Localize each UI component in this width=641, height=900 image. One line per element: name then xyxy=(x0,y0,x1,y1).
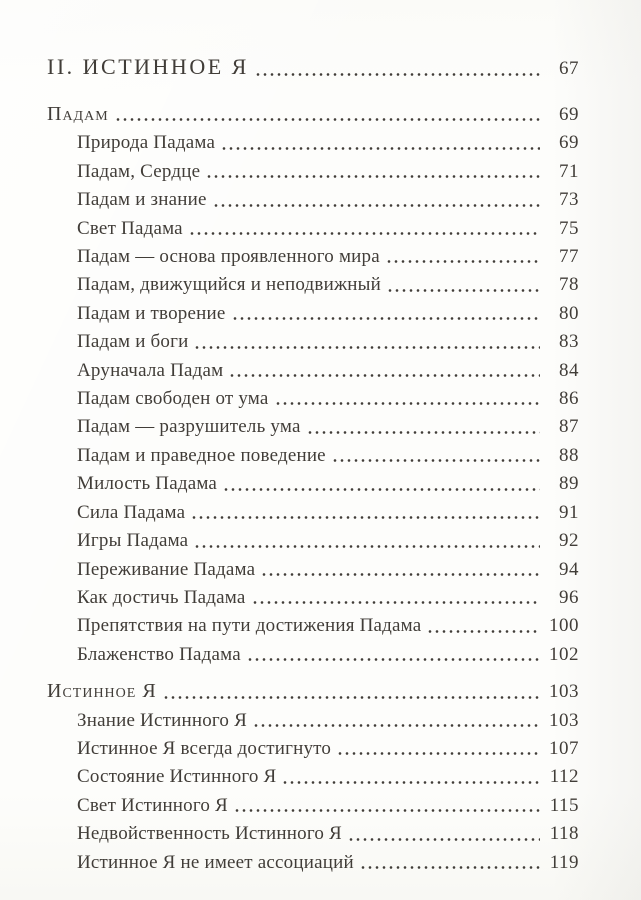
dotted-leader xyxy=(276,401,540,406)
entry-title: Знание Истинного Я xyxy=(77,709,247,731)
dotted-leader xyxy=(248,657,540,662)
toc-entry xyxy=(47,527,579,555)
toc-entry xyxy=(47,499,579,527)
entry-title: Падам и творение xyxy=(77,302,226,324)
entry-page-number: 102 xyxy=(549,643,579,665)
entry-title: Падам и боги xyxy=(77,331,189,353)
toc-entry xyxy=(47,413,579,441)
toc-entry xyxy=(47,385,579,413)
chapter-heading-row xyxy=(47,50,579,86)
toc-entry xyxy=(47,556,579,584)
entry-title: Падам свободен от ума xyxy=(77,388,269,410)
section-heading-row xyxy=(47,677,579,706)
toc-entry xyxy=(47,271,579,299)
dotted-leader xyxy=(235,808,540,813)
dotted-leader xyxy=(387,259,540,264)
section-entries xyxy=(47,129,579,669)
entry-page-number: 71 xyxy=(559,160,579,182)
entry-page-number: 88 xyxy=(559,444,579,466)
entry-page-number: 78 xyxy=(559,274,579,296)
dotted-leader xyxy=(230,373,540,378)
entry-title: Состояние Истинного Я xyxy=(77,766,277,788)
entry-page-number: 69 xyxy=(559,132,579,154)
toc-body xyxy=(47,100,579,877)
entry-page-number: 118 xyxy=(549,823,579,845)
toc-entry xyxy=(47,442,579,470)
toc-entry xyxy=(47,735,579,763)
entry-title: Истинное Я не имеет ассоциаций xyxy=(77,851,354,873)
dotted-leader xyxy=(338,751,540,756)
dotted-leader xyxy=(164,695,540,700)
entry-title: Препятствия на пути достижения Падама xyxy=(77,615,422,637)
dotted-leader xyxy=(195,345,540,350)
entry-title: Как достичь Падама xyxy=(77,586,246,608)
dotted-leader xyxy=(192,515,540,520)
entry-title: Истинное Я всегда достигнуто xyxy=(77,737,332,759)
toc-entry xyxy=(47,158,579,186)
toc-entry xyxy=(47,129,579,157)
toc-entry xyxy=(47,849,579,877)
entry-title: Милость Падама xyxy=(77,473,218,495)
toc-entry xyxy=(47,641,579,669)
chapter-title: II. ИСТИННОЕ Я xyxy=(47,54,249,79)
entry-page-number: 73 xyxy=(559,189,579,211)
entry-page-number: 107 xyxy=(549,737,579,759)
toc-entry xyxy=(47,707,579,735)
entry-page-number: 89 xyxy=(559,473,579,495)
toc-section xyxy=(47,100,579,669)
toc-entry xyxy=(47,584,579,612)
section-heading-row xyxy=(47,100,579,129)
entry-page-number: 86 xyxy=(559,388,579,410)
entry-title: Падам, движущийся и неподвижный xyxy=(77,274,381,296)
entry-page-number: 87 xyxy=(559,416,579,438)
dotted-leader xyxy=(428,629,540,634)
toc-entry xyxy=(47,215,579,243)
toc-entry xyxy=(47,328,579,356)
entry-title: Игры Падама xyxy=(77,530,189,552)
entry-title: Свет Падама xyxy=(77,217,183,239)
entry-title: Падам и праведное поведение xyxy=(77,444,326,466)
dotted-leader xyxy=(233,316,541,321)
entry-page-number: 94 xyxy=(559,558,579,580)
dotted-leader xyxy=(253,600,540,605)
toc-entry xyxy=(47,612,579,640)
entry-page-number: 91 xyxy=(559,501,579,523)
entry-page-number: 75 xyxy=(559,217,579,239)
entry-title: Переживание Падама xyxy=(77,558,256,580)
entry-page-number: 103 xyxy=(549,709,579,731)
dotted-leader xyxy=(116,117,540,122)
section-page-number: 103 xyxy=(549,681,579,703)
entry-title: Падам и знание xyxy=(77,189,207,211)
toc-entry xyxy=(47,792,579,820)
dotted-leader xyxy=(308,430,540,435)
dotted-leader xyxy=(214,203,540,208)
entry-page-number: 115 xyxy=(549,794,579,816)
dotted-leader xyxy=(349,837,540,842)
toc-entry xyxy=(47,300,579,328)
toc-entry xyxy=(47,186,579,214)
dotted-leader xyxy=(283,780,540,785)
entry-title: Падам, Сердце xyxy=(77,160,201,182)
dotted-leader xyxy=(254,723,540,728)
section-entries xyxy=(47,707,579,877)
toc-entry xyxy=(47,470,579,498)
entry-title: Падам — разрушитель ума xyxy=(77,416,301,438)
dotted-leader xyxy=(256,72,540,77)
entry-title: Недвойственность Истинного Я xyxy=(77,823,342,845)
dotted-leader xyxy=(190,231,540,236)
entry-page-number: 80 xyxy=(559,302,579,324)
entry-page-number: 92 xyxy=(559,530,579,552)
entry-page-number: 77 xyxy=(559,246,579,268)
toc-entry xyxy=(47,357,579,385)
dotted-leader xyxy=(388,288,540,293)
entry-title: Сила Падама xyxy=(77,501,186,523)
toc-section xyxy=(47,677,579,877)
entry-title: Блаженство Падама xyxy=(77,643,241,665)
dotted-leader xyxy=(361,865,540,870)
toc-entry xyxy=(47,820,579,848)
entry-title: Свет Истинного Я xyxy=(77,794,228,816)
entry-page-number: 112 xyxy=(549,766,579,788)
entry-page-number: 100 xyxy=(549,615,579,637)
dotted-leader xyxy=(262,572,540,577)
chapter-page-number: 67 xyxy=(559,58,579,79)
section-title: Падам xyxy=(47,103,109,125)
entry-title: Природа Падама xyxy=(77,132,216,154)
entry-page-number: 119 xyxy=(549,851,579,873)
toc-entry xyxy=(47,243,579,271)
dotted-leader xyxy=(195,544,540,549)
dotted-leader xyxy=(207,174,540,179)
entry-title: Аруначала Падам xyxy=(77,359,224,381)
dotted-leader xyxy=(224,487,540,492)
entry-page-number: 83 xyxy=(559,331,579,353)
toc-entry xyxy=(47,763,579,791)
section-page-number: 69 xyxy=(559,104,579,125)
entry-page-number: 84 xyxy=(559,359,579,381)
dotted-leader xyxy=(333,458,540,463)
entry-title: Падам — основа проявленного мира xyxy=(77,246,380,268)
entry-page-number: 96 xyxy=(559,586,579,608)
section-title: Истинное Я xyxy=(47,680,157,703)
dotted-leader xyxy=(222,146,540,151)
